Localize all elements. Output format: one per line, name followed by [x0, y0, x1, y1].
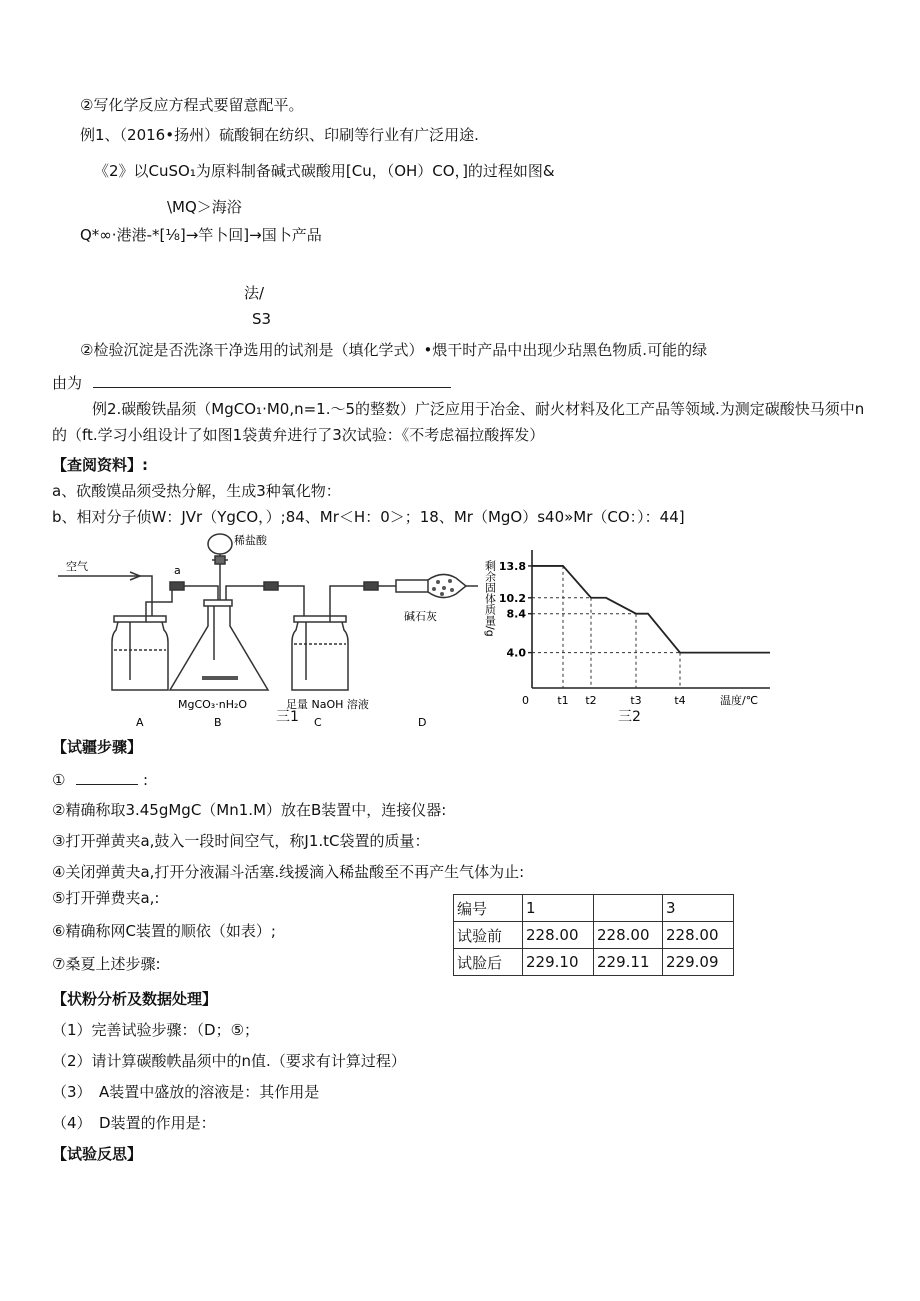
table-cell: 1 [523, 895, 594, 922]
line-26: （3） A装置中盛放的溶液是：其作用是 [52, 1083, 320, 1101]
line-20: ⑤打开弹费夹a,: [52, 889, 160, 907]
label-a: A [136, 716, 144, 729]
line-25: （2）请计算碳酸帙晶须中的n值.（要求有计算过程） [52, 1052, 406, 1070]
naoh-label: 足量 NaOH 溶液 [286, 698, 369, 711]
table-cell: 229.09 [663, 949, 734, 976]
line-1: ②写化学反应方程式要留意配平。 [80, 96, 304, 114]
line-9 [52, 373, 451, 392]
answer-blank-line[interactable] [93, 373, 451, 388]
table-cell: 228.00 [523, 922, 594, 949]
line-9-text: 由为 [52, 374, 83, 392]
table-cell: 3 [663, 895, 734, 922]
line-17: ②精确称取3.45gMgC（Mn1.M）放在B装置中，连接仪器: [52, 801, 447, 819]
line-3: 《2》以CuSO₁为原料制备碱式碳酸用[Cu，（OH）CO，]的过程如图& [94, 162, 555, 180]
mass-series-line [532, 566, 770, 653]
line-19: ④关闭弹黄夬a,打开分液漏斗活塞.线援滴入稀盐酸至不再产生气体为止: [52, 863, 525, 881]
x-tick-label: t1 [557, 694, 569, 707]
figure-1-apparatus [58, 530, 500, 730]
table-cell: 试脸后 [454, 949, 523, 976]
y-tick-label: 8.4 [506, 607, 526, 621]
line-7: S3 [252, 310, 272, 328]
line-18: ③打开弹黄夹a,鼓入一段时间空气，称J1.tC袋置的质量： [52, 832, 430, 850]
y-tick-label: 4.0 [506, 646, 526, 660]
table-cell: 229.11 [594, 949, 663, 976]
lime-label: 碱石灰 [404, 610, 437, 623]
origin-label: 0 [522, 694, 529, 707]
line-28: 【试验反思】 [52, 1145, 143, 1163]
table-row [454, 949, 734, 976]
line-2: 例1、（2016•扬州）硫酸铜在纺织、印刷等行业有广泛用途. [80, 126, 479, 144]
x-tick-label: t3 [630, 694, 642, 707]
sample-label: MgCO₃·nH₂O [178, 698, 248, 711]
line-22: ⑦桑夏上述步骤: [52, 955, 161, 973]
line-11: 的（ft.学习小组设计了如图1袋黄弁进行了3次试验：《不考虑福拉酸挥发） [52, 426, 545, 444]
table-cell: 228.00 [594, 922, 663, 949]
line-15: 【试疆步骤】 [52, 738, 143, 756]
line-21: ⑥精确称网C装置的顺依（如表）; [52, 922, 276, 940]
table-row [454, 922, 734, 949]
line-4: \MQ＞海浴 [167, 198, 242, 216]
figure-2-chart [483, 546, 770, 708]
line-16-colon: : [143, 771, 149, 789]
y-tick-label: 13.8 [498, 559, 526, 573]
line-8: ②检验沉淀是否洗涤干净选用的试剂是（填化学式）•煨干时产品中出现少玷黑色物质.可能的绿 [80, 341, 708, 359]
valve-label: a [174, 564, 181, 577]
y-axis-label: 剩余固体质量/g [483, 560, 497, 637]
line-5: Q*∞·港港-*[⅛]→竿卜回]→国卜产品 [80, 226, 322, 244]
table-cell: 编号 [454, 895, 523, 922]
line-23: 【状粉分析及数据处理】 [52, 990, 218, 1008]
label-d: D [418, 716, 427, 729]
y-tick-label: 10.2 [498, 591, 526, 605]
x-axis-label: 温度/℃ [720, 694, 759, 707]
line-16 [52, 770, 148, 789]
line-24: （1）完善试验步骤：（D；⑤； [52, 1021, 260, 1039]
air-label: 空气 [66, 560, 88, 573]
table-cell: 228.00 [663, 922, 734, 949]
figure-2-caption: 三2 [618, 709, 641, 725]
line-12: 【查阅资料】: [52, 456, 148, 474]
line-6: 法/ [244, 284, 265, 302]
step-1-blank[interactable] [76, 770, 138, 785]
x-tick-label: t2 [585, 694, 597, 707]
table-header [454, 895, 734, 922]
table-cell: 试验前 [454, 922, 523, 949]
x-tick-label: t4 [674, 694, 686, 707]
label-c: C [314, 716, 322, 729]
line-13: a、砍酸馍品须受热分解，生成3种氧化物： [52, 482, 341, 500]
table-cell: 229.10 [523, 949, 594, 976]
data-table [453, 894, 734, 976]
table-cell [594, 895, 663, 922]
label-b: B [214, 716, 222, 729]
line-14: b、相对分子侦W：JVr（YgCO，）;84、Mr＜H：0＞；18、Mr（MgO）s40»Mr（CO：）：44] [52, 508, 685, 526]
line-16-text: ① [52, 771, 66, 789]
figure-1-caption: 三1 [276, 709, 299, 725]
line-10: 例2.碳酸铁晶须（MgCO₁·M0,n=1.～5的整数）广泛应用于冶金、耐火材料及化工产品等领域.为测定碳酸快马须中n [92, 400, 865, 418]
line-27: （4） D装置的作用是： [52, 1114, 216, 1132]
acid-label: 稀盐酸 [234, 534, 267, 547]
